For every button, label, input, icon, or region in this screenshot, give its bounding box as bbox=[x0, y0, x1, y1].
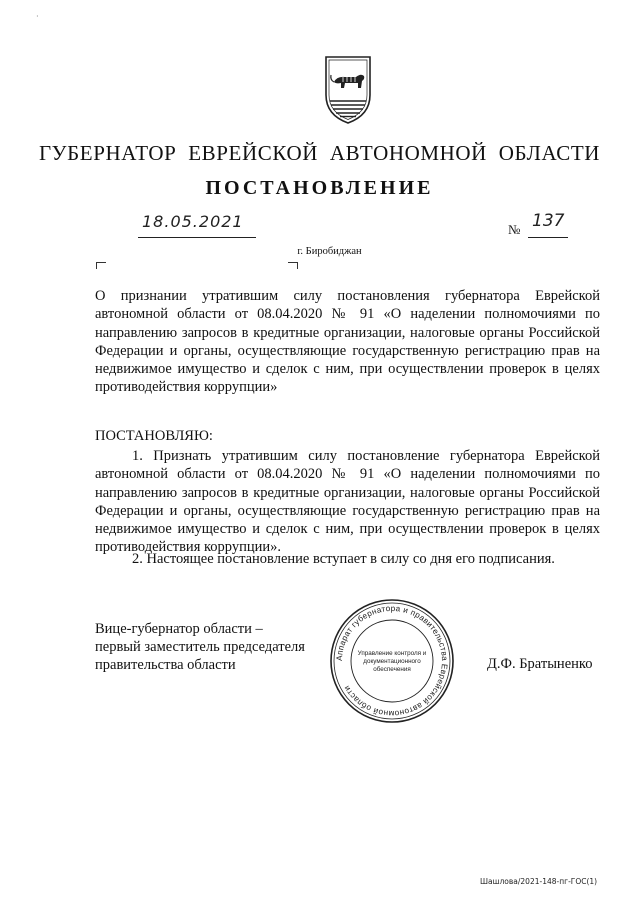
seal-outer-text: Аппарат губернатора и правительства Еврейской автономной области bbox=[334, 603, 450, 719]
document-subject: О признании утратившим силу постановления губернатора Еврейской автономной области от 08.04.2020 № 91 «О наделении полномочиями по направлению запросов в кредитные организации, налоговые органы Российской Федерации и органы, осуществляющие государственную регистрацию прав на недвижимое имущество и сделок с ним, при осуществлении проверок в целях противодействия коррупции» bbox=[95, 288, 600, 396]
document-type: ПОСТАНОВЛЕНИЕ bbox=[205, 177, 434, 199]
city-of-issue: г. Биробиджан bbox=[297, 246, 362, 257]
issuing-authority: ГУБЕРНАТОР ЕВРЕЙСКОЙ АВТОНОМНОЙ ОБЛАСТИ bbox=[38, 141, 601, 165]
signer-name: Д.Ф. Братыненко bbox=[487, 656, 593, 672]
document-date: 18.05.2021 bbox=[142, 212, 244, 231]
title-bracket-left bbox=[96, 262, 106, 269]
scan-mark: · bbox=[36, 12, 39, 21]
title-bracket-right bbox=[288, 262, 298, 269]
seal-inner-line-2: документационного bbox=[363, 658, 421, 665]
seal-inner-line-1: Управление контроля и bbox=[357, 650, 427, 657]
resolution-item-1: 1. Признать утратившим силу постановление губернатора Еврейской автономной области от 08.04.2020 № 91 «О наделении полномочиями по направлению запросов в кредитные организации, налоговые органы Российской Федерации и органы, осуществляющие государственную регистрацию прав на недвижимое имущество и сделок с ним, при осуществлении проверок в целях противодействия коррупции». bbox=[95, 448, 600, 556]
signer-position-line-2: первый заместитель председателя bbox=[95, 639, 305, 655]
resolution-item-2: 2. Настоящее постановление вступает в силу со дня его подписания. bbox=[132, 551, 555, 567]
document-footer-code: Шашлова/2021-148-пг-ГОС(1) bbox=[480, 877, 598, 886]
seal-inner-line-3: обеспечения bbox=[373, 666, 411, 673]
number-sign: № bbox=[508, 222, 521, 237]
signer-position bbox=[95, 620, 305, 674]
official-seal bbox=[329, 598, 455, 724]
coat-of-arms-icon bbox=[323, 55, 373, 125]
resolve-heading: ПОСТАНОВЛЯЮ: bbox=[95, 428, 213, 444]
signer-position-line-3: правительства области bbox=[95, 657, 236, 673]
document-number: 137 bbox=[532, 211, 565, 231]
signer-position-line-1: Вице-губернатор области – bbox=[95, 621, 263, 637]
